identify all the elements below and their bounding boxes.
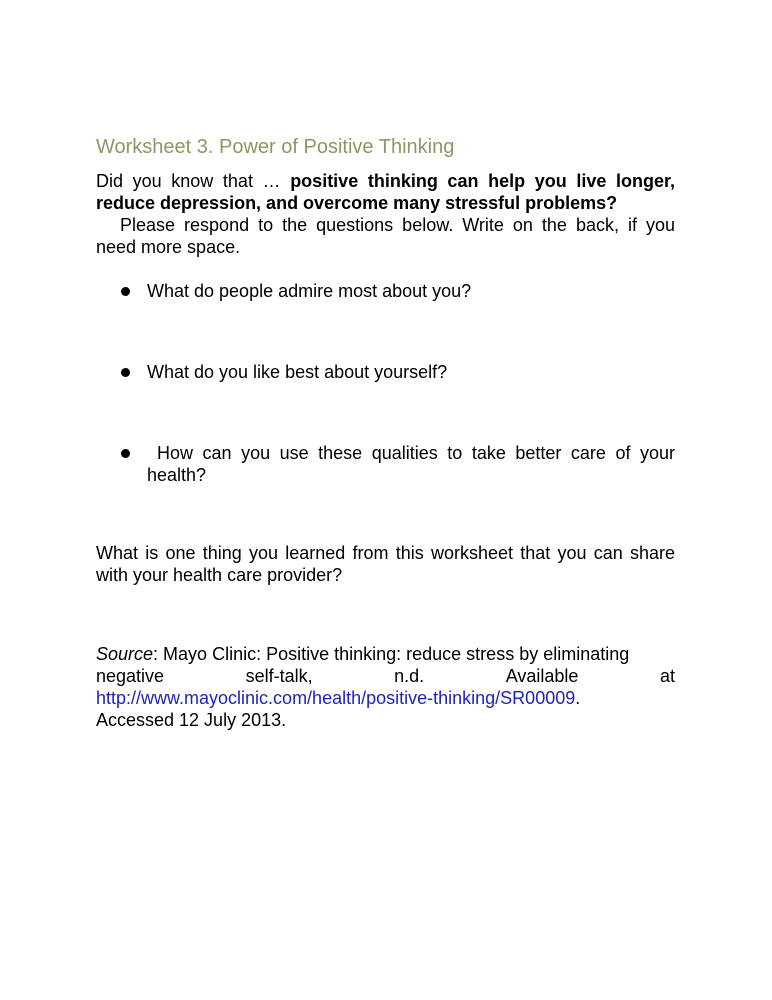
question-item-3 bbox=[117, 442, 675, 486]
source-accessed-date: Accessed 12 July 2013. bbox=[96, 710, 287, 730]
bullet-dot-icon bbox=[121, 449, 130, 458]
source-label: Source bbox=[96, 644, 154, 664]
source-citation bbox=[96, 643, 675, 731]
question-item-2 bbox=[117, 361, 675, 383]
source-word: negative bbox=[96, 666, 165, 686]
source-url-link[interactable]: http://www.mayoclinic.com/health/positive-thinking/SR00009 bbox=[96, 688, 576, 708]
question-text: What do you like best about yourself? bbox=[147, 362, 448, 382]
bullet-dot-icon bbox=[121, 368, 130, 377]
source-line-2 bbox=[96, 665, 675, 687]
worksheet-title: Worksheet 3. Power of Positive Thinking bbox=[96, 136, 455, 158]
source-line-1 bbox=[96, 643, 675, 665]
intro-instruction: Please respond to the questions below. Write on the back, if you need more space. bbox=[96, 215, 675, 257]
closing-question bbox=[96, 542, 675, 586]
source-word: n.d. bbox=[394, 666, 425, 686]
intro-bold-statement: positive thinking can help you live longer, reduce depression, and overcome many stressful problems? bbox=[96, 171, 675, 213]
bullet-dot-icon bbox=[121, 287, 130, 296]
question-text: How can you use these qualities to take better care of your health? bbox=[147, 443, 675, 485]
source-word: at bbox=[659, 666, 675, 686]
closing-question-text: What is one thing you learned from this worksheet that you can share with your health care provider? bbox=[96, 543, 675, 585]
intro-paragraph bbox=[96, 170, 675, 258]
source-word: self-talk, bbox=[245, 666, 313, 686]
source-line-3 bbox=[96, 687, 675, 709]
source-url-suffix: . bbox=[575, 688, 581, 708]
intro-lead: Did you know that … bbox=[96, 171, 291, 191]
source-word: Available bbox=[505, 666, 579, 686]
source-line1-text: : Mayo Clinic: Positive thinking: reduce stress by eliminating bbox=[153, 644, 630, 664]
question-item-1 bbox=[117, 280, 675, 302]
question-text: What do people admire most about you? bbox=[147, 281, 472, 301]
